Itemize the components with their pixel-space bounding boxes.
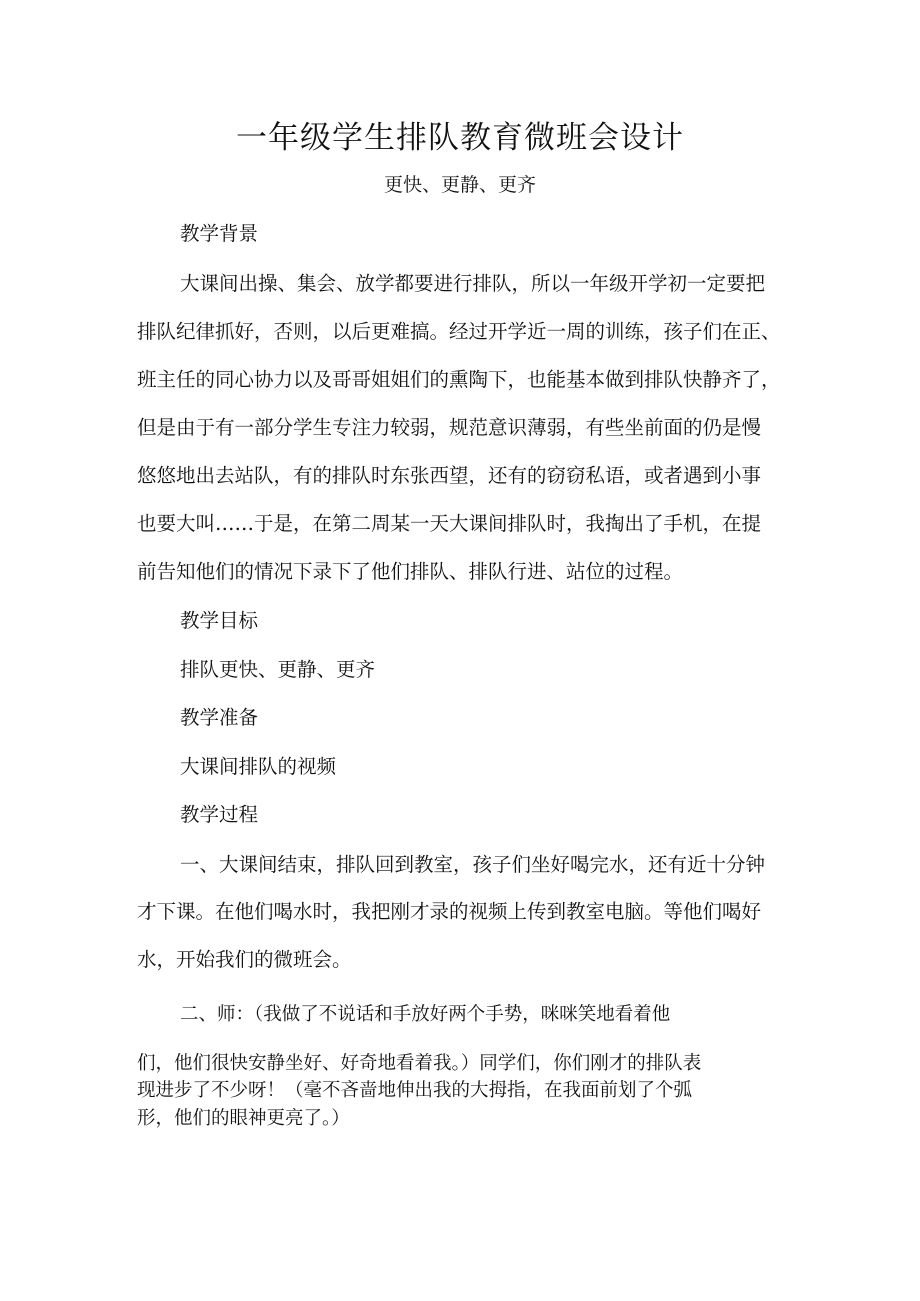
paragraph-line: 们，他们很快安静坐好、好奇地看着我。）同学们，你们刚才的排队表 [137,1053,702,1074]
paragraph-line: 大课间出操、集会、放学都要进行排队，所以一年级开学初一定要把 [180,272,766,295]
paragraph-line: 排队纪律抓好，否则，以后更难搞。经过开学近一周的训练，孩子们在正、 [137,320,781,343]
document-subtitle: 更快、更静、更齐 [383,174,536,196]
document-title: 一年级学生排队教育微班会设计 [236,120,684,156]
goal-text: 排队更快、更静、更齐 [180,658,376,681]
paragraph-line: 班主任的同心协力以及哥哥姐姐们的熏陶下，也能基本做到排队快静齐了， [137,368,781,391]
section-heading-background: 教学背景 [180,222,259,245]
paragraph-line: 但是由于有一部分学生专注力较弱，规范意识薄弱，有些坐前面的仍是慢 [137,416,762,439]
paragraph-line: 也要大叫……于是，在第二周某一天大课间排队时，我掏出了手机，在提 [137,512,762,535]
section-heading-process: 教学过程 [180,803,259,826]
paragraph-line: 形，他们的眼神更亮了。） [137,1108,350,1129]
paragraph-line: 水，开始我们的微班会。 [137,948,352,971]
paragraph-line: 才下课。在他们喝水时，我把刚才录的视频上传到教室电脑。等他们喝好 [137,900,762,923]
paragraph-line: 悠悠地出去站队，有的排队时东张西望，还有的窃窃私语，或者遇到小事 [137,464,762,487]
paragraph-line: 二、师：（我做了不说话和手放好两个手势，咪咪笑地看着他 [180,1004,671,1025]
prep-text: 大课间排队的视频 [180,755,337,778]
section-heading-goal: 教学目标 [180,609,259,632]
paragraph-line: 现进步了不少呀！（毫不吝啬地伸出我的大拇指，在我面前划了个弧 [137,1080,693,1101]
paragraph-line: 前告知他们的情况下录下了他们排队、排队行进、站位的过程。 [137,560,684,583]
paragraph-line: 一、大课间结束，排队回到教室，孩子们坐好喝完水，还有近十分钟 [180,853,766,876]
section-heading-prep: 教学准备 [180,706,259,729]
